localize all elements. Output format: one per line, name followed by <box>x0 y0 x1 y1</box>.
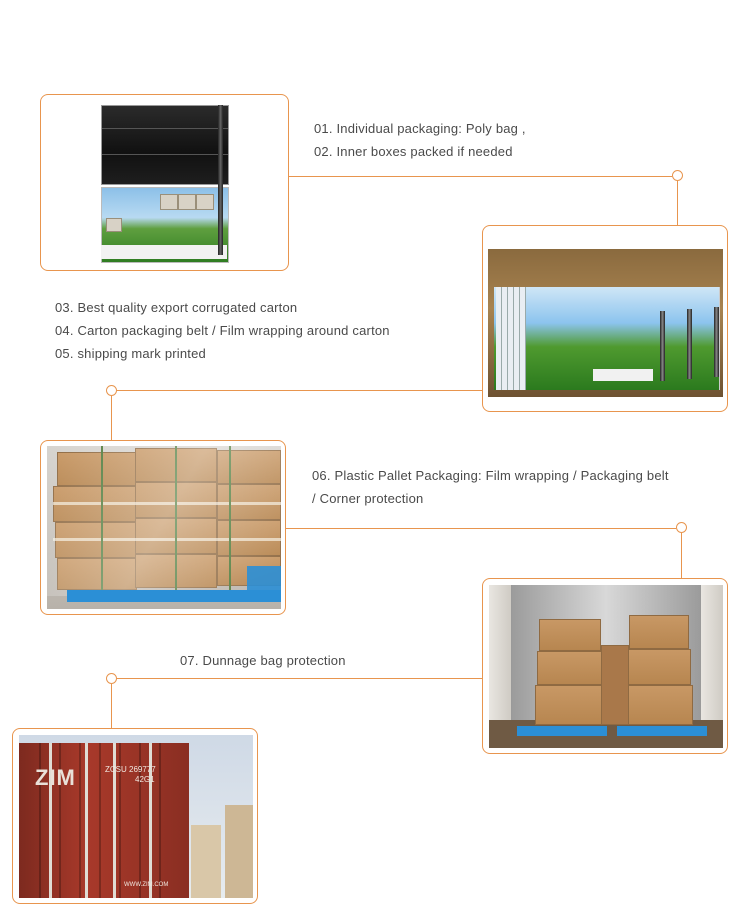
step-05-text: 05. shipping mark printed <box>55 346 206 361</box>
container-interior-photo <box>489 585 723 748</box>
poly-bag-photo <box>41 95 288 270</box>
shipping-container-photo-frame <box>12 728 258 904</box>
step-06-text: 06. Plastic Pallet Packaging: Film wrapping / Packaging belt <box>312 468 669 483</box>
connector-dot <box>106 385 117 396</box>
connector-line <box>117 678 482 679</box>
zim-website-text: WWW.ZIM.COM <box>124 882 169 888</box>
container-code: ZCSU 269777 42G1 <box>105 765 156 784</box>
inner-box-photo-frame <box>482 225 728 412</box>
pallet-carton-photo <box>47 446 281 609</box>
pen <box>660 311 665 381</box>
pen-in-bag <box>218 105 223 255</box>
black-poly-bag <box>101 105 229 185</box>
pallet-photo-frame <box>40 440 286 615</box>
step-07-text: 07. Dunnage bag protection <box>180 653 346 668</box>
step-01-text: 01. Individual packaging: Poly bag , <box>314 121 526 136</box>
container-loading-photo-frame <box>482 578 728 754</box>
step-03-text: 03. Best quality export corrugated carton <box>55 300 298 315</box>
connector-line <box>111 396 112 441</box>
step-text-01-02 <box>314 117 526 163</box>
connector-line <box>289 176 672 177</box>
connector-line <box>286 528 676 529</box>
poly-bag-photo-frame <box>40 94 289 271</box>
connector-dot <box>672 170 683 181</box>
step-text-07 <box>180 649 346 672</box>
zim-container-photo <box>19 735 253 898</box>
step-02-text: 02. Inner boxes packed if needed <box>314 144 513 159</box>
pen <box>714 307 719 377</box>
step-text-06 <box>312 464 669 510</box>
connector-line <box>681 533 682 578</box>
inner-box-photo <box>488 249 723 397</box>
pen <box>687 309 692 379</box>
connector-line <box>117 390 482 391</box>
step-06-text-cont: / Corner protection <box>312 491 424 506</box>
connector-dot <box>676 522 687 533</box>
step-04-text: 04. Carton packaging belt / Film wrapping around carton <box>55 323 390 338</box>
step-text-03-05 <box>55 296 390 365</box>
connector-dot <box>106 673 117 684</box>
connector-line <box>677 181 678 226</box>
connector-line <box>111 684 112 729</box>
zim-logo-text: ZIM <box>35 765 76 790</box>
